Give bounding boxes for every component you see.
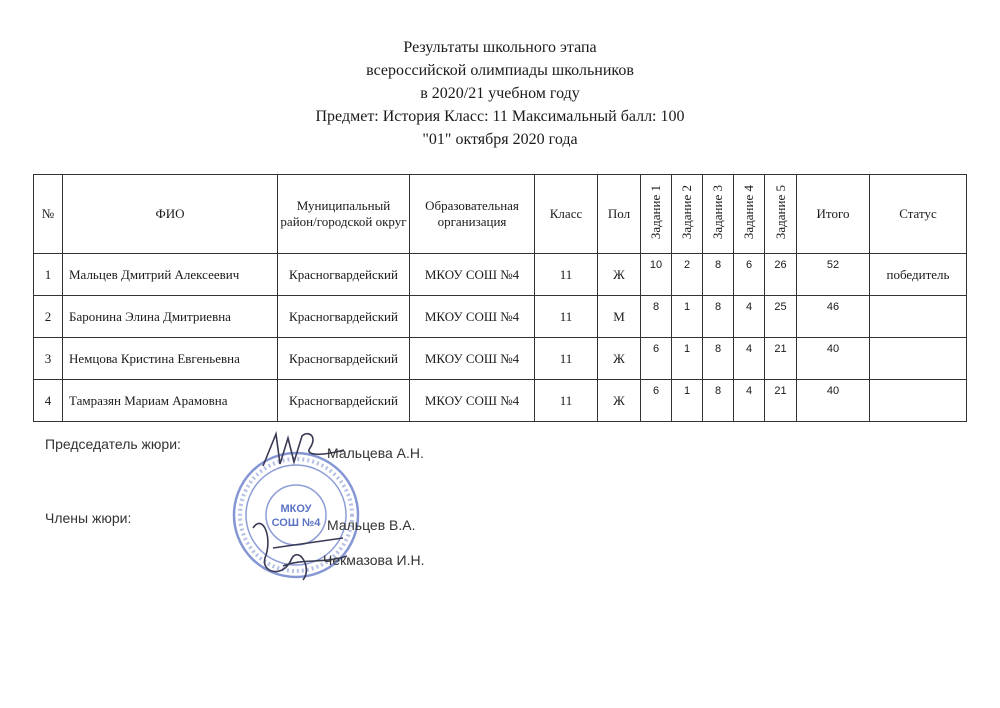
cell-task1: 6 [641, 380, 672, 422]
col-task3 [703, 175, 734, 254]
cell-task3: 8 [703, 338, 734, 380]
cell-fio: Баронина Элина Дмитриевна [63, 296, 278, 338]
cell-num: 4 [34, 380, 63, 422]
cell-task5: 21 [765, 338, 797, 380]
cell-task4: 4 [734, 380, 765, 422]
col-num: № [34, 175, 63, 254]
cell-gender: М [598, 296, 641, 338]
cell-class: 11 [535, 296, 598, 338]
col-org: Образовательная организация [410, 175, 535, 254]
col-task1-label: Задание 1 [648, 184, 663, 240]
cell-task4: 6 [734, 254, 765, 296]
cell-task1: 10 [641, 254, 672, 296]
cell-status: победитель [870, 254, 967, 296]
col-class: Класс [535, 175, 598, 254]
cell-task2: 1 [672, 296, 703, 338]
cell-task1: 6 [641, 338, 672, 380]
cell-total: 46 [797, 296, 870, 338]
cell-district: Красногвардейский [278, 296, 410, 338]
cell-class: 11 [535, 380, 598, 422]
signature-block [33, 408, 463, 608]
cell-task4: 4 [734, 338, 765, 380]
col-district: Муниципальный район/городской округ [278, 175, 410, 254]
cell-fio: Немцова Кристина Евгеньевна [63, 338, 278, 380]
stamp-text-1: МКОУ [280, 503, 312, 515]
cell-task3: 8 [703, 296, 734, 338]
col-task4 [734, 175, 765, 254]
cell-org: МКОУ СОШ №4 [410, 296, 535, 338]
title-line-2: всероссийской олимпиады школьников [366, 62, 634, 79]
cell-district: Красногвардейский [278, 380, 410, 422]
table-row [34, 338, 967, 380]
cell-task5: 25 [765, 296, 797, 338]
cell-task2: 1 [672, 380, 703, 422]
col-total: Итого [797, 175, 870, 254]
col-task5-label: Задание 5 [772, 184, 788, 240]
col-task1 [641, 175, 672, 254]
cell-num: 1 [34, 254, 63, 296]
cell-class: 11 [535, 338, 598, 380]
table-row [34, 254, 967, 296]
cell-fio: Тамразян Мариам Арамовна [63, 380, 278, 422]
col-gender: Пол [598, 175, 641, 254]
cell-total: 40 [797, 380, 870, 422]
member-name-1: Мальцев В.А. [327, 517, 416, 533]
table-header-row [34, 175, 967, 254]
cell-task4: 4 [734, 296, 765, 338]
col-task2 [672, 175, 703, 254]
cell-org: МКОУ СОШ №4 [410, 380, 535, 422]
subject-line: Предмет: История Класс: 11 Максимальный балл: 100 [315, 108, 685, 125]
cell-district: Красногвардейский [278, 338, 410, 380]
stamp-text-2: СОШ №4 [271, 517, 321, 529]
date-line: "01" октября 2020 года [422, 131, 578, 148]
cell-org: МКОУ СОШ №4 [410, 254, 535, 296]
cell-task2: 1 [672, 338, 703, 380]
chair-name: Мальцева А.Н. [327, 445, 424, 461]
col-task3-label: Задание 3 [710, 184, 725, 240]
results-table [33, 174, 967, 422]
chair-label: Председатель жюри: [45, 436, 181, 452]
cell-total: 52 [797, 254, 870, 296]
table-row [34, 296, 967, 338]
cell-gender: Ж [598, 254, 641, 296]
cell-status [870, 380, 967, 422]
cell-task5: 21 [765, 380, 797, 422]
cell-task2: 2 [672, 254, 703, 296]
cell-task5: 26 [765, 254, 797, 296]
cell-status [870, 338, 967, 380]
cell-task3: 8 [703, 380, 734, 422]
col-task4-label: Задание 4 [741, 184, 756, 240]
cell-task1: 8 [641, 296, 672, 338]
col-status: Статус [870, 175, 967, 254]
member-name-2: Чекмазова И.Н. [323, 552, 425, 568]
document-header [0, 36, 1000, 151]
col-task5 [765, 175, 797, 254]
cell-district: Красногвардейский [278, 254, 410, 296]
title-line-3: в 2020/21 учебном году [420, 85, 580, 102]
cell-status [870, 296, 967, 338]
col-task2-label: Задание 2 [679, 184, 694, 240]
cell-org: МКОУ СОШ №4 [410, 338, 535, 380]
col-fio: ФИО [63, 175, 278, 254]
title-line-1: Результаты школьного этапа [403, 39, 597, 56]
cell-class: 11 [535, 254, 598, 296]
cell-num: 3 [34, 338, 63, 380]
cell-total: 40 [797, 338, 870, 380]
members-label: Члены жюри: [45, 510, 132, 526]
cell-fio: Мальцев Дмитрий Алексеевич [63, 254, 278, 296]
cell-task3: 8 [703, 254, 734, 296]
cell-gender: Ж [598, 338, 641, 380]
cell-num: 2 [34, 296, 63, 338]
cell-gender: Ж [598, 380, 641, 422]
